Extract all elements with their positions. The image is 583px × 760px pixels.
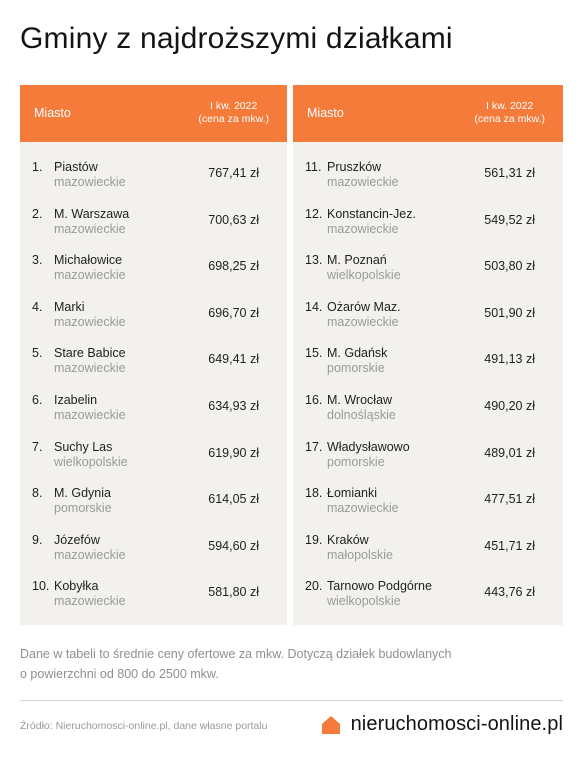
table-row <box>20 207 287 253</box>
table-row <box>20 346 287 392</box>
row-city: M. Gdynia <box>54 486 111 501</box>
row-city: Michałowice <box>54 253 123 268</box>
footnote-line: Dane w tabeli to średnie ceny ofertowe za mkw. Dotyczą działek budowlanych <box>20 647 452 661</box>
row-city: Łomianki <box>327 486 378 501</box>
row-price: 581,80 zł <box>208 585 259 600</box>
row-region: mazowieckie <box>327 501 399 516</box>
ranking-table-right <box>293 85 563 625</box>
row-region: dolnośląskie <box>327 408 396 422</box>
row-rank: 3. <box>32 253 43 268</box>
row-price: 491,13 zł <box>484 352 535 367</box>
page-title: Gminy z najdroższymi działkami <box>20 22 453 55</box>
row-rank: 6. <box>32 393 43 407</box>
row-price: 619,90 zł <box>208 445 259 460</box>
table-row <box>293 533 563 579</box>
table-row <box>20 300 287 346</box>
table-row <box>20 533 287 579</box>
table-row <box>20 253 287 299</box>
row-region: pomorskie <box>54 501 112 516</box>
row-price: 503,80 zł <box>484 259 535 274</box>
table-row <box>293 300 563 346</box>
table-row <box>20 160 287 206</box>
row-rank: 8. <box>32 486 43 501</box>
table-row <box>20 393 287 439</box>
row-city: Stare Babice <box>54 346 126 361</box>
row-region: wielkopolskie <box>327 268 401 283</box>
row-region: mazowieckie <box>54 594 126 609</box>
table-row <box>293 160 563 206</box>
row-rank: 16. <box>305 393 323 407</box>
row-region: pomorskie <box>327 361 385 376</box>
divider <box>20 700 563 701</box>
row-region: mazowieckie <box>54 221 126 236</box>
row-region: mazowieckie <box>327 314 399 329</box>
row-rank: 18. <box>305 486 323 501</box>
row-city: Piastów <box>54 160 98 174</box>
row-city: Józefów <box>54 532 100 547</box>
row-region: wielkopolskie <box>327 594 401 609</box>
row-city: Kraków <box>327 532 369 547</box>
brand-logo[interactable] <box>321 713 563 736</box>
row-city: Kobyłka <box>54 579 99 594</box>
ranking-table-left <box>20 85 287 625</box>
row-city: M. Gdańsk <box>327 346 388 361</box>
row-city: Marki <box>54 299 85 314</box>
row-city: Władysławowo <box>327 439 410 454</box>
row-region: małopolskie <box>327 547 394 562</box>
row-city: M. Poznań <box>327 253 387 268</box>
row-price: 489,01 zł <box>484 445 535 460</box>
table-header <box>293 85 563 142</box>
column-header-price-line1: I kw. 2022 <box>210 100 258 112</box>
table-row <box>293 393 563 439</box>
footnote <box>20 644 540 684</box>
row-price: 700,63 zł <box>208 212 259 227</box>
row-rank: 11. <box>305 160 322 174</box>
row-city: Suchy Las <box>54 439 113 454</box>
table-header <box>20 85 287 142</box>
row-city: Pruszków <box>327 160 382 174</box>
row-region: mazowieckie <box>54 268 126 283</box>
row-region: mazowieckie <box>54 175 126 189</box>
row-rank: 5. <box>32 346 43 361</box>
house-icon <box>321 715 341 735</box>
row-region: mazowieckie <box>327 221 399 236</box>
row-rank: 1. <box>32 160 43 174</box>
row-price: 549,52 zł <box>484 212 535 227</box>
row-region: mazowieckie <box>54 361 126 376</box>
table-row <box>293 346 563 392</box>
column-header-price-line2: (cena za mkw.) <box>474 113 545 125</box>
row-rank: 4. <box>32 299 43 314</box>
row-city: M. Wrocław <box>327 393 393 407</box>
column-header-price <box>198 100 269 126</box>
row-price: 649,41 zł <box>208 352 259 367</box>
row-price: 594,60 zł <box>208 538 259 553</box>
row-region: mazowieckie <box>54 547 126 562</box>
row-price: 767,41 zł <box>208 166 259 180</box>
row-price: 634,93 zł <box>208 399 259 413</box>
table-row <box>293 440 563 486</box>
row-price: 443,76 zł <box>484 585 535 600</box>
brand-name: nieruchomosci-online.pl <box>350 713 563 735</box>
table-row <box>20 579 287 625</box>
table-row <box>293 579 563 625</box>
row-price: 614,05 zł <box>208 492 259 507</box>
column-header-city: Miasto <box>34 106 71 120</box>
row-price: 477,51 zł <box>484 492 535 507</box>
column-header-city: Miasto <box>307 106 344 120</box>
row-rank: 12. <box>305 206 323 221</box>
row-price: 451,71 zł <box>484 538 535 553</box>
table-row <box>20 486 287 532</box>
row-region: mazowieckie <box>54 408 126 422</box>
table-row <box>20 440 287 486</box>
row-rank: 13. <box>305 253 323 268</box>
row-price: 698,25 zł <box>208 259 259 274</box>
table-row <box>293 486 563 532</box>
row-price: 561,31 zł <box>484 166 535 180</box>
row-city: Tarnowo Podgórne <box>327 579 432 594</box>
column-header-price-line1: I kw. 2022 <box>486 100 534 112</box>
row-price: 696,70 zł <box>208 305 259 320</box>
row-city: Izabelin <box>54 393 98 407</box>
row-city: Konstancin-Jez. <box>327 206 416 221</box>
row-rank: 7. <box>32 439 43 454</box>
row-rank: 2. <box>32 206 43 221</box>
row-rank: 17. <box>305 439 323 454</box>
footnote-line: o powierzchni od 800 do 2500 mkw. <box>20 667 219 681</box>
row-price: 501,90 zł <box>484 305 535 320</box>
source-text: Źródło: Nieruchomosci-online.pl, dane własne portalu <box>20 720 268 732</box>
column-header-price <box>474 100 545 126</box>
table-row <box>293 207 563 253</box>
row-city: M. Warszawa <box>54 206 130 221</box>
row-rank: 9. <box>32 532 43 547</box>
row-region: mazowieckie <box>327 175 399 189</box>
row-region: wielkopolskie <box>54 454 128 469</box>
row-city: Ożarów Maz. <box>327 299 401 314</box>
column-header-price-line2: (cena za mkw.) <box>198 113 269 125</box>
row-region: pomorskie <box>327 454 385 469</box>
row-region: mazowieckie <box>54 314 126 329</box>
row-rank: 20. <box>305 579 323 594</box>
row-price: 490,20 zł <box>484 399 535 413</box>
row-rank: 14. <box>305 299 323 314</box>
row-rank: 19. <box>305 532 323 547</box>
row-rank: 10. <box>32 579 50 594</box>
table-row <box>293 253 563 299</box>
row-rank: 15. <box>305 346 323 361</box>
